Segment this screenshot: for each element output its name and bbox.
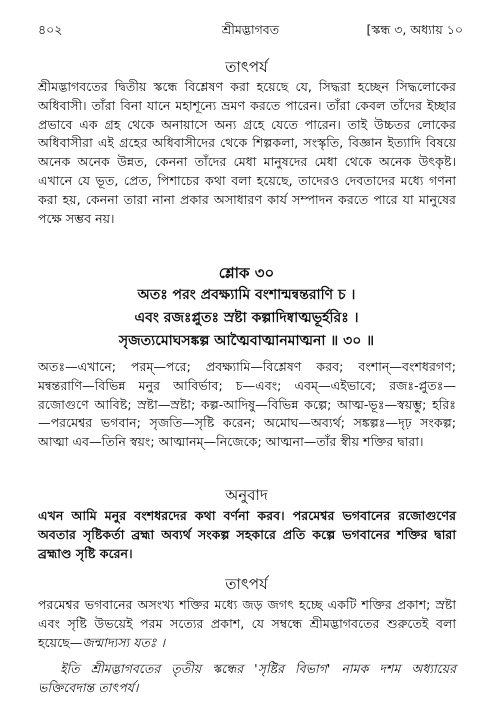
verse-line-2: এবং রজঃপ্লুতঃ স্রষ্টা কল্পাদিষ্বাত্মভূর্হরিঃ । bbox=[134, 310, 359, 326]
verse-line-3: সৃজত্যমোঘসঙ্কল্প আত্মৈবাত্মানমাত্মনা ॥ ৩০ ॥ bbox=[118, 333, 375, 349]
purport-paragraph: শ্রীমদ্ভাগবতের দ্বিতীয় স্কন্ধে বিশ্লেষণ করা হয়েছে যে, সিদ্ধরা হচ্ছেন সিদ্ধলোকের অধিবাসী। তাঁরা বিনা যানে মহাশূন্যে ভ্রমণ করতে পারেন। তাঁরা কেবল তাঁদের ইচ্ছার প্রভাবে এক গ্রহ থেকে অনায়াসে অন্য গ্রহে যেতে পারেন। তাই উচ্চতর লোকের অধিবাসীরা এই গ্রহের অধিবাসীদের থেকে শিল্পকলা, সংস্কৃতি, বিজ্ঞান ইত্যাদি বিষয়ে অনেক অনেক উন্নত, কেননা তাঁদের মেধা মানুষদের মেধা থেকে অনেক উৎকৃষ্ট। এখানে যে ভূত, প্রেত, পিশাচের কথা বলা হয়েছে, তাদেরও দেবতাদের মধ্যে গণনা করা হয়, কেননা তারা নানা প্রকার অসাধারণ কার্য সম্পাদন করতে পারে যা মানুষের পক্ষে সম্ভব নয়। bbox=[38, 79, 456, 226]
verse-line-1: অতঃ পরং প্রবক্ষ্যামি বংশান্মন্বন্তরাণি চ । bbox=[137, 287, 356, 303]
purport-heading-2: তাৎপর্য bbox=[225, 575, 268, 593]
page-header bbox=[38, 22, 463, 42]
purport-paragraph-2 bbox=[38, 596, 456, 652]
translation-paragraph: এখন আমি মনুর বংশধরদের কথা বর্ণনা করব। পরমেশ্বর ভগবানের রজোগুণের অবতার সৃষ্টিকর্তা ব্রহ্মা অব্যর্থ সংকল্প সহকারে প্রতি কল্পে ভগবানের শক্তির দ্বারা ব্রহ্মাণ্ড সৃষ্টি করেন। bbox=[38, 508, 456, 561]
scripture-quote: জন্মাদ্যস্য যতঃ । bbox=[82, 634, 166, 650]
chapter-closing-note: ইতি শ্রীমদ্ভাগবতের তৃতীয় স্কন্ধের 'সৃষ্টির বিভাগ' নামক দশম অধ্যায়ের ভক্তিবেদান্ত তাৎপর্য। bbox=[38, 661, 456, 695]
purport-heading: তাৎপর্য bbox=[225, 58, 268, 76]
page-number: ৪০২ bbox=[38, 22, 63, 37]
section-reference: [স্কন্ধ ৩, অধ্যায় ১০ bbox=[366, 22, 463, 37]
running-title: শ্রীমদ্ভাগবত bbox=[221, 22, 280, 37]
verse-heading: শ্লোক ৩০ bbox=[218, 264, 275, 282]
purport-text: পরমেশ্বর ভগবানের অসংখ্য শক্তির মধ্যে জড় জগৎ হচ্ছে একটি শক্তির প্রকাশ; স্রষ্টা এবং সৃষ্টি উভয়েই পরম সত্যের প্রকাশ, যে সম্বন্ধে শ্রীমদ্ভাগবতের শুরুতেই বলা হয়েছে— bbox=[38, 597, 456, 650]
translation-heading: অনুবাদ bbox=[225, 486, 268, 504]
word-synonyms: অতঃ—এখানে; পরম্—পরে; প্রবক্ষ্যামি—বিশ্লেষণ করব; বংশান্—বংশধরগণ; মন্বন্তরাণি—বিভিন্ন মনুর আবির্ভাব; চ—এবং; এবম্—এইভাবে; রজঃ-প্লুতঃ—রজোগুণে আবিষ্ট; স্রষ্টা—স্রষ্টা; কল্প-আদিষু—বিভিন্ন কল্পে; আত্ম-ভূঃ—স্বয়ম্ভু; হরিঃ—পরমেশ্বর ভগবান; সৃজতি—সৃষ্টি করেন; অমোঘ—অব্যর্থ; সঙ্কল্পঃ—দৃঢ় সংকল্প; আত্মা এব—তিনি স্বয়ং; আত্মানম্—নিজেকে; আত্মনা—তাঁর স্বীয় শক্তির দ্বারা। bbox=[38, 359, 456, 450]
